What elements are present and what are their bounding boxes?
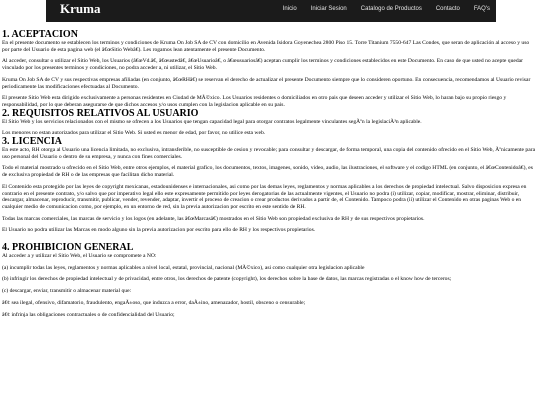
paragraph: En el presente documento se establecen los terminos y condiciones de Kruma On Job SA de CV con domicilio en Avenida Isidora Goyenechea 2800 Piso 15. Torre Titanium 7550-647 Las Condes, que seran de aplicación al acceso y uso por parte del Usuario de esta pagina web (el â€œSitio Webâ€). Les rogamos lean atentamente el presente Documento. (2, 40, 530, 53)
section-title: 1. ACEPTACION (2, 29, 78, 40)
paragraph: En este acto, RH otorga al Usuario una licencia limitada, no exclusiva, intransferible, no susceptible de cesion y revocable; para consultar y descargar, de forma temporal, una copia del contenido ofrecido en el Sitio Web, Ãºnicamente para uso personal del Usuario o dentro de su empresa, y nunca con fines comerciales. (2, 147, 536, 160)
paragraph: El Contenido esta protegido por las leyes de copyright mexicanas, estadounidenses e internacionales, asi como por las demas leyes, reglamentos y normas aplicables a los derechos de propiedad intelectual. Salvo disposicion expresa en contrario en el presente contrato, y/o salvo que por imperativo legal ello este expresamente permitido por leyes derogatorias de las actualmente vigentes, el Usuario no podra (i) utilizar, copiar, modificar, mostrar, eliminar, distribuir, descargar, almacenar, reproducir, transmitir, publicar, vender, revender, adaptar, invertir el proceso de creacion o crear productos derivados a partir de, el Contenido. Tampoco podra (ii) utilizar el Contenido en otras paginas Web o en cualquier medio de comunicacion como, por ejemplo, en un entorno de red, sin la previa autorizacion por escrito en este sentido de RH. (2, 183, 527, 210)
paragraph: El Sitio Web y los servicios relacionados con el mismo se ofrecen a los Usuarios que tengan capacidad legal para otorgar contratos legalmente vinculantes segÃºn la legislaciÃ³n aplicable. (2, 118, 422, 125)
section-aceptacion (2, 30, 536, 109)
terms-content (2, 30, 536, 323)
section-licencia (2, 137, 536, 234)
paragraph: Al acceder a y utilizar el Sitio Web, el Usuario se compromete a NO: (2, 253, 157, 260)
section-title: 4. PROHIBICION GENERAL (2, 242, 134, 254)
list-item: â€¢ sea ilegal, ofensivo, difamatorio, fraudulento, engaÃ±oso, que induzca a error, daÃ±ino, amenazador, hostil, obsceno o censurable; (2, 299, 306, 306)
nav-link-contacto[interactable]: Contacto (435, 6, 460, 12)
list-item: â€¢ infrinja las obligaciones contractuales o de confidencialidad del Usuario; (2, 311, 175, 318)
brand-logo[interactable]: Kruma (60, 1, 101, 16)
paragraph: Todo el material mostrado u ofrecido en el Sitio Web, entre otros ejemplos, el material grafico, los documentos, textos, imagenes, sonido, video, audio, las ilustraciones, el software y el codigo HTML (en conjunto, el â€œContenidoâ€), es de exclusiva propiedad de RH o de las empresas que facilitan dicho material. (2, 165, 533, 179)
section-requisitos (2, 109, 536, 137)
paragraph: (b) infringir los derechos de propiedad intelectual y de privacidad, entre otros, los derechos de patente (copyright), los derechos sobre la base de datos, las marcas registradas o el know how de terceros; (2, 276, 452, 283)
paragraph: El presente Sitio Web esta dirigido exclusivamente a personas residentes en Ciudad de MÃ©xico. Los Usuarios residentes o domiciliados en otro pais que deseen acceder y utilizar el Sitio Web, lo haran bajo su propio riesgo y responsabilidad, por lo que deberan asegurarse de que dichos accesos y/o usos cumplen con la legislacion aplicable en su pais. (2, 95, 507, 108)
top-navbar (0, 0, 540, 22)
section-title: 3. LICENCIA (2, 136, 63, 148)
paragraph: Los menores no estan autorizados para utilizar el Sitio Web. Si usted es menor de edad, por favor, no utilice esta web. (2, 130, 266, 137)
nav-link-iniciar-sesion[interactable]: Iniciar Sesion (310, 6, 347, 12)
paragraph: Kruma On Job SA de CV y sus respectivas empresas afiliadas (en conjunto, â€œRHâ€) se reservan el derecho de actualizar el presente Documento siempre que lo consideren oportuno. En consecuencia, recomendamos al Usuario revisar periodicamente las modificaciones efectuadas al Documento. (2, 76, 531, 90)
nav-link-faqs[interactable]: FAQ's (473, 6, 490, 12)
nav-link-catalogo[interactable]: Catalogo de Productos (360, 6, 422, 12)
paragraph: (c) descargar, enviar, transmitir o almacenar material que: (2, 288, 132, 295)
paragraph: Todas las marcas comerciales, las marcas de servicio y los logos (en adelante, las â€œMarcasâ€) mostrados en el Sitio Web son propiedad exclusiva de RH y de sus respectivos propietarios. (2, 215, 425, 222)
nav-link-inicio[interactable]: Inicio (282, 6, 297, 12)
section-title: 2. REQUISITOS RELATIVOS AL USUARIO (2, 107, 199, 119)
paragraph: El Usuario no podra utilizar las Marcas en modo alguno sin la previa autorizacion por escrito para ello de RH y los respectivos propietarios. (2, 227, 316, 234)
paragraph: (a) incumplir todas las leyes, reglamentos y normas aplicables a nivel local, estatal, provincial, nacional (MÃ©xico), asi como cualquier otra legislacion aplicable (2, 264, 365, 271)
section-prohibicion (2, 243, 536, 318)
paragraph: Al acceder, consultar o utilizar el Sitio Web, los Usuarios (â€œVd.â€, â€œustedâ€, â€œUsuarioâ€, o â€œusuariosâ€) aceptan cumplir los terminos y condiciones establecidos en este Documento. En caso de que usted no acepte quedar vinculado por los presentes terminos y condiciones, no podra acceder a, ni utilizar, el Sitio Web. (2, 58, 523, 72)
navbar-inner (46, 0, 496, 22)
nav-menu (269, 6, 490, 12)
